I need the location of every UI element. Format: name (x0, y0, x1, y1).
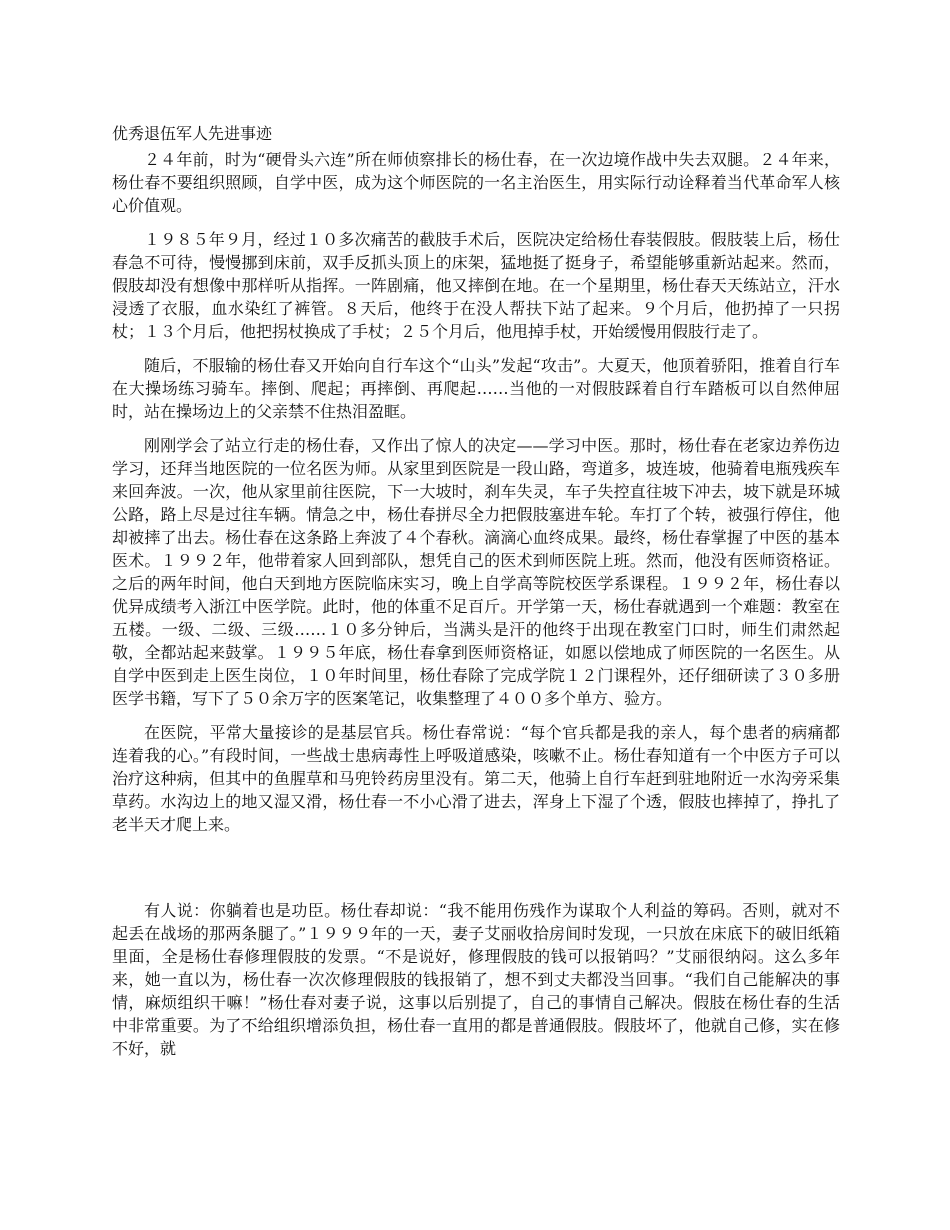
section-gap (112, 847, 840, 899)
paragraph-6: 有人说：你躺着也是功臣。杨仕春却说：“我不能用伤残作为谋取个人利益的筹码。否则，就对不起丢在战场的那两条腿了。”１９９９年的一天，妻子艾丽收拾房间时发现，一只放在床底下的破旧纸箱里面，全是杨仕春修理假肢的发票。“不是说好，修理假肢的钱可以报销吗？”艾丽很纳闷。这么多年来，她一直以为，杨仕春一次次修理假肢的钱报销了，想不到丈夫都没当回事。“我们自己能解决的事情，麻烦组织干嘛！”杨仕春对妻子说，这事以后别提了，自己的事情自己解决。假肢在杨仕春的生活中非常重要。为了不给组织增添负担，杨仕春一直用的都是普通假肢。假肢坏了，他就自己修，实在修不好，就 (112, 901, 840, 1058)
paragraph-2: １９８５年９月，经过１０多次痛苦的截肢手术后，医院决定给杨仕春装假肢。假肢装上后，杨仕春急不可待，慢慢挪到床前，双手反抓头顶上的床架，猛地挺了挺身子，希望能够重新站起来。然而，假肢却没有想像中那样听从指挥。一阵剧痛，他又摔倒在地。在一个星期里，杨仕春天天练站立，汗水浸透了衣服，血水染红了裤管。８天后，他终于在没人帮扶下站了起来。９个月后，他扔掉了一只拐杖；１３个月后，他把拐杖换成了手杖；２５个月后，他甩掉手杖，开始缓慢用假肢行走了。 (112, 230, 840, 341)
document-title: 优秀退伍军人先进事迹 (112, 124, 273, 143)
document-page (112, 122, 840, 1071)
paragraph-5: 在医院，平常大量接诊的是基层官兵。杨仕春常说：“每个官兵都是我的亲人，每个患者的病痛都连着我的心。”有段时间，一些战士患病毒性上呼吸道感染，咳嗽不止。杨仕春知道有一个中医方子可以治疗这种病，但其中的鱼腥草和马兜铃药房里没有。第二天，他骑上自行车赶到驻地附近一水沟旁采集草药。水沟边上的地又湿又滑，杨仕春一不小心滑了进去，浑身上下湿了个透，假肢也摔掉了，挣扎了老半天才爬上来。 (112, 723, 840, 834)
paragraph-4: 刚刚学会了站立行走的杨仕春，又作出了惊人的决定——学习中医。那时，杨仕春在老家边养伤边学习，还拜当地医院的一位名医为师。从家里到医院是一段山路，弯道多，坡连坡，他骑着电瓶残疾车来回奔波。一次，他从家里前往医院，下一大坡时，刹车失灵，车子失控直往坡下冲去，坡下就是环城公路，路上尽是过往车辆。情急之中，杨仕春拼尽全力把假肢塞进车轮。车打了个转，被强行停住，他却被摔了出去。杨仕春在这条路上奔波了４个春秋。滴滴心血终成果。最终，杨仕春掌握了中医的基本医术。１９９２年，他带着家人回到部队，想凭自己的医术到师医院上班。然而，他没有医师资格证。之后的两年时间，他白天到地方医院临床实习，晚上自学高等院校医学系课程。１９９２年，杨仕春以优异成绩考入浙江中医学院。此时，他的体重不足百斤。开学第一天，杨仕春就遇到一个难题：教室在五楼。一级、二级、三级……１０多分钟后，当满头是汗的他终于出现在教室门口时，师生们肃然起敬，全都站起来鼓掌。１９９５年底，杨仕春拿到医师资格证，如愿以偿地成了师医院的一名医生。从自学中医到走上医生岗位，１０年时间里，杨仕春除了完成学院１２门课程外，还仔细研读了３０多册医学书籍，写下了５０余万字的医案笔记，收集整理了４００多个单方、验方。 (112, 436, 840, 708)
paragraph-3: 随后，不服输的杨仕春又开始向自行车这个“山头”发起“攻击”。大夏天，他顶着骄阳，推着自行车在大操场练习骑车。摔倒、爬起；再摔倒、再爬起……当他的一对假肢踩着自行车踏板可以自然伸屈时，站在操场边上的父亲禁不住热泪盈眶。 (112, 356, 840, 421)
paragraph-1: ２４年前，时为“硬骨头六连”所在师侦察排长的杨仕春，在一次边境作战中失去双腿。２４年来，杨仕春不要组织照顾，自学中医，成为这个师医院的一名主治医生，用实际行动诠释着当代革命军人核心价值观。 (112, 150, 840, 215)
